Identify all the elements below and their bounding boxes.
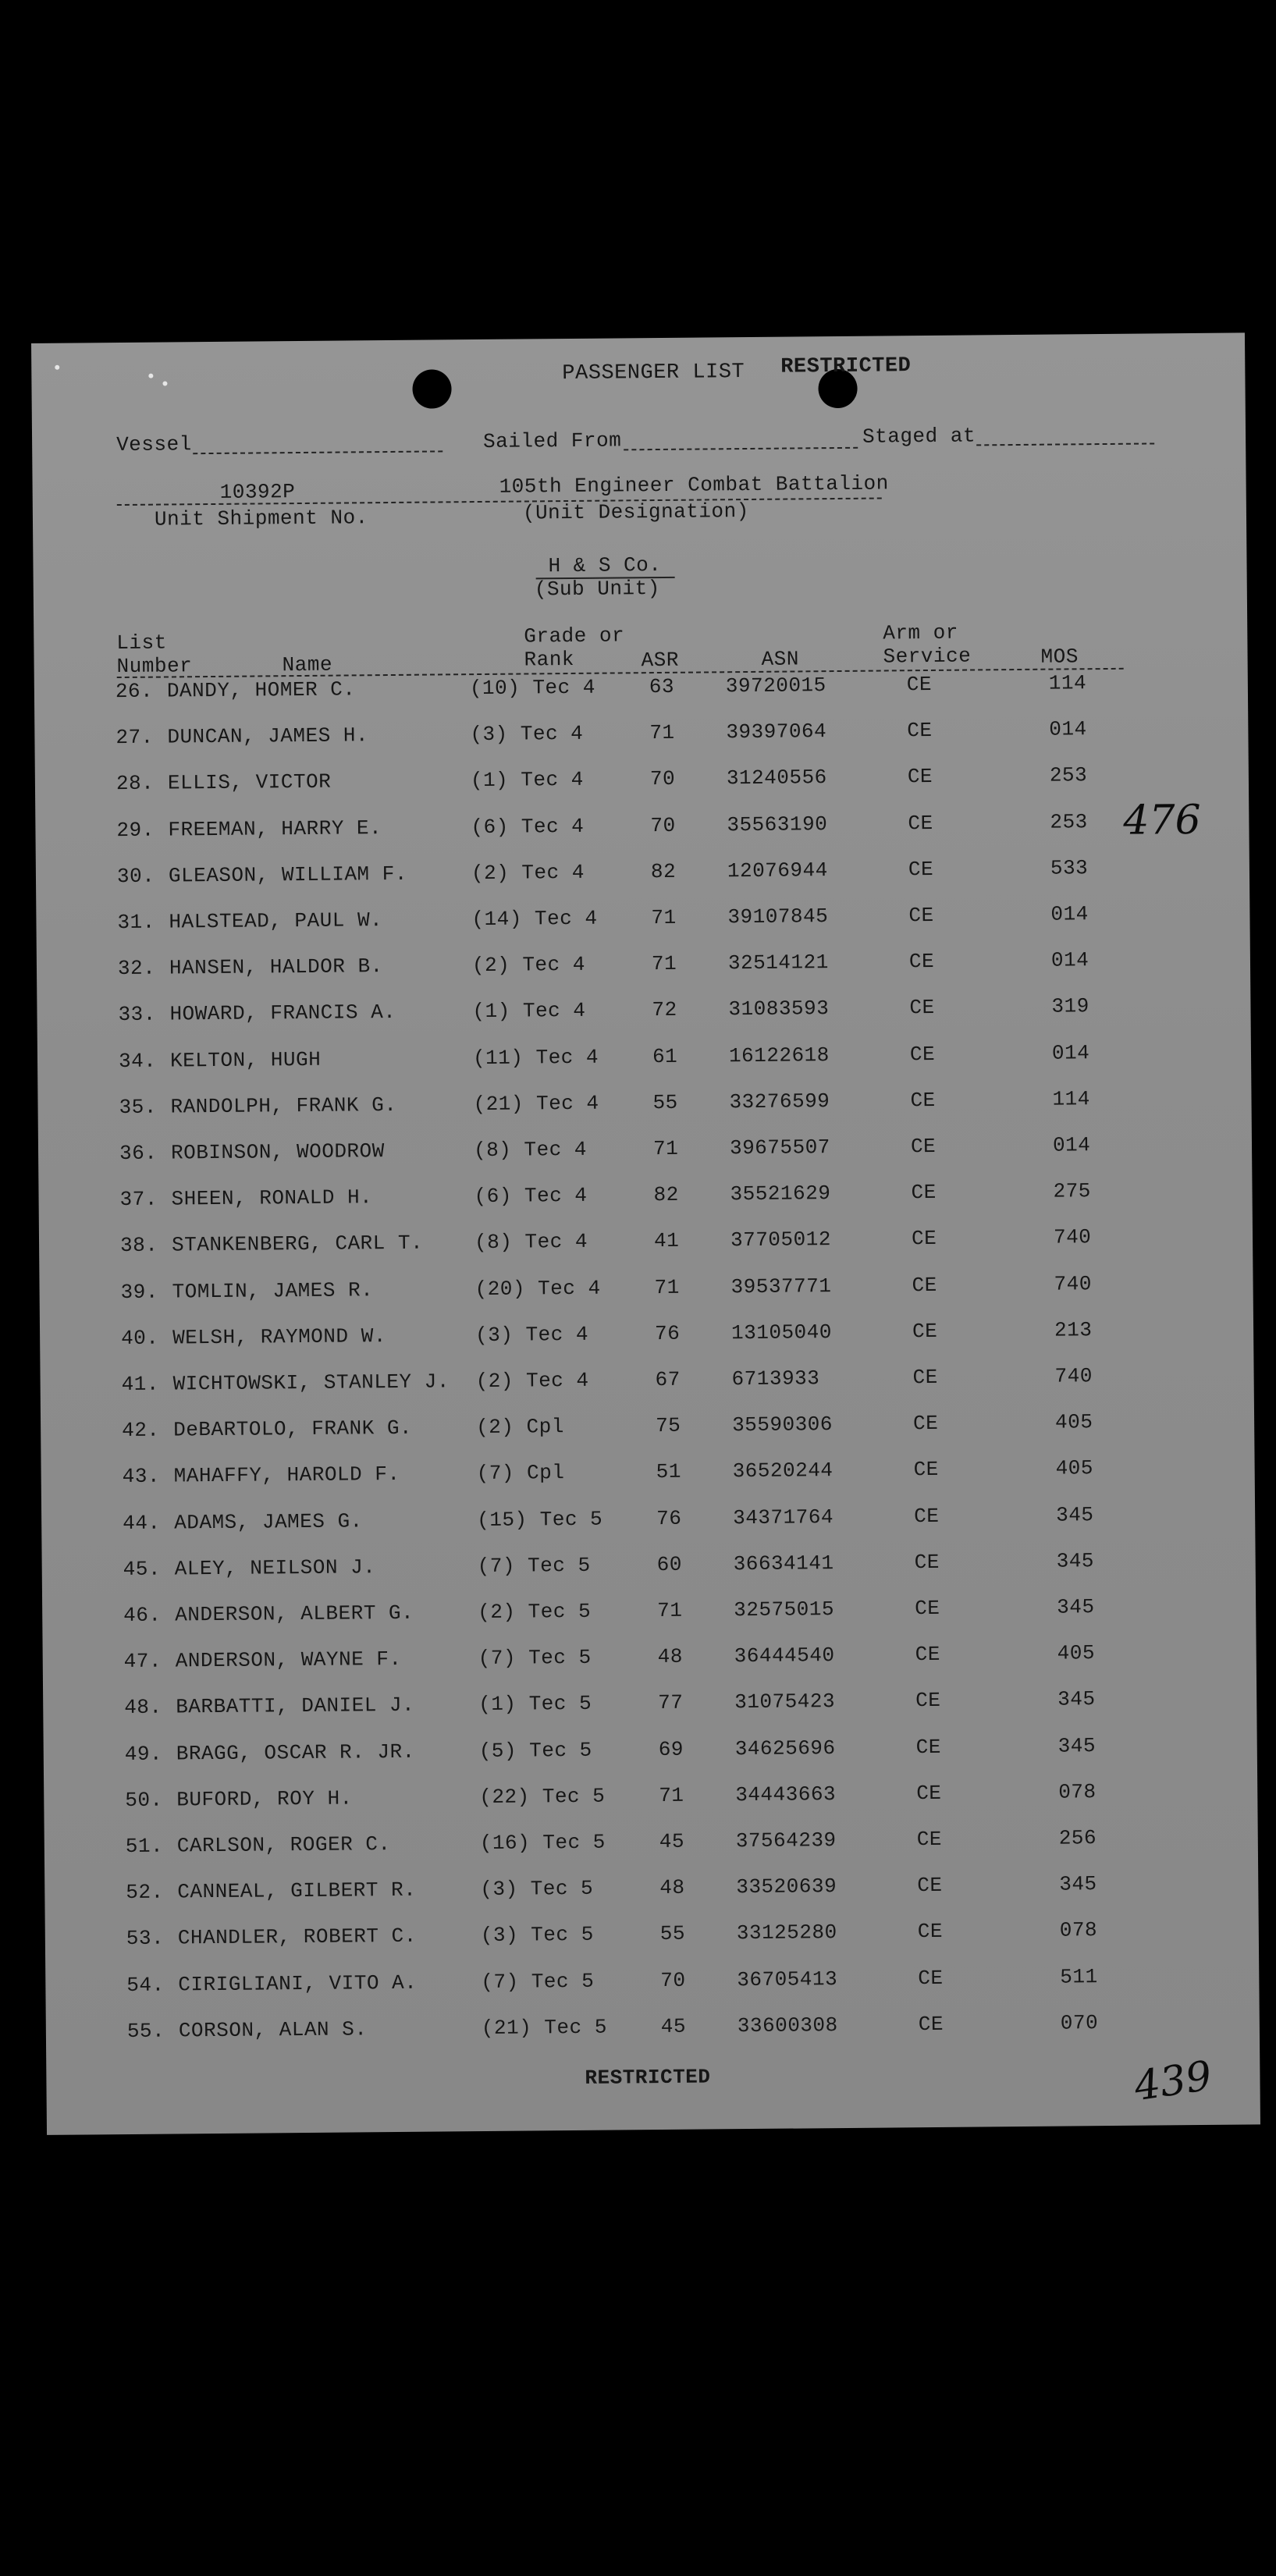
row-asn: 36705413 [737,1967,838,1992]
row-arm: CE [910,1134,937,1159]
col-mos: MOS [1040,645,1079,669]
row-name: TOMLIN, JAMES R. [172,1277,374,1304]
row-arm: CE [913,1458,939,1482]
row-number: 26. [115,679,154,704]
paper-speck [148,374,153,378]
row-mos: 740 [1053,1225,1092,1250]
row-asr: 61 [652,1044,678,1068]
row-grade: (7) Tec 5 [478,1645,592,1671]
row-arm: CE [912,1412,939,1436]
row-name: ELLIS, VICTOR [167,770,332,795]
row-arm: CE [911,1181,937,1205]
row-asr: 76 [654,1321,681,1345]
row-arm: CE [912,1319,938,1343]
row-grade: (16) Tec 5 [479,1830,606,1856]
col-name: Name [282,652,333,677]
row-grade: (14) Tec 4 [471,906,598,932]
row-asr: 55 [652,1090,678,1114]
row-arm: CE [917,1920,944,1944]
row-number: 34. [118,1049,157,1073]
row-mos: 114 [1052,1086,1090,1111]
row-name: DANDY, HOMER C. [166,677,356,703]
row-grade: (10) Tec 4 [469,675,596,701]
row-grade: (2) Tec 4 [475,1368,589,1394]
row-name: HOWARD, FRANCIS A. [169,1000,396,1026]
row-number: 35. [119,1095,157,1119]
row-name: CORSON, ALAN S. [178,2017,368,2043]
row-grade: (6) Tec 4 [471,814,585,839]
row-asr: 71 [651,905,677,930]
unit-shipment-label: Unit Shipment No. [154,506,368,531]
row-asr: 71 [649,721,675,745]
row-arm: CE [908,950,935,974]
handwritten-note: 476 [1123,796,1201,844]
row-arm: CE [916,1781,942,1805]
row-asn: 34371764 [733,1505,834,1530]
row-asr: 51 [656,1460,682,1484]
row-mos: 740 [1054,1364,1093,1388]
row-mos: 078 [1058,1779,1097,1804]
handwritten-page-number: 439 [1131,2052,1215,2111]
row-asr: 76 [656,1506,682,1530]
row-asn: 12076944 [727,858,828,883]
row-name: ALEY, NEILSON J. [174,1555,376,1581]
row-asr: 70 [650,813,676,837]
row-mos: 014 [1051,1040,1090,1065]
row-number: 46. [123,1603,162,1628]
row-grade: (1) Tec 4 [470,768,584,793]
row-arm: CE [915,1735,942,1759]
row-name: WICHTOWSKI, STANLEY J. [172,1370,450,1396]
header-classification: RESTRICTED [780,354,912,379]
row-arm: CE [917,1874,943,1898]
row-grade: (21) Tec 5 [481,2015,608,2040]
row-asn: 32575015 [734,1597,835,1622]
row-mos: 405 [1057,1641,1096,1665]
row-asn: 36444540 [734,1643,835,1668]
vessel-label: Vessel [116,432,192,457]
row-name: BRAGG, OSCAR R. JR. [176,1739,415,1766]
row-arm: CE [907,765,933,789]
row-number: 43. [122,1465,161,1489]
row-number: 28. [116,772,155,796]
row-grade: (22) Tec 5 [479,1784,606,1809]
row-asr: 71 [659,1783,684,1807]
row-arm: CE [906,672,933,697]
row-name: ANDERSON, ALBERT G. [175,1601,414,1627]
col-grade: Grade or Rank [524,624,625,672]
row-grade: (2) Tec 5 [478,1599,592,1625]
row-name: BARBATTI, DANIEL J. [176,1693,415,1719]
list-title: PASSENGER LIST [562,361,745,386]
row-asr: 71 [654,1275,680,1299]
row-asn: 32514121 [727,950,829,975]
row-grade: (1) Tec 5 [478,1692,592,1717]
row-name: ADAMS, JAMES G. [174,1508,363,1535]
row-name: CARLSON, ROGER C. [176,1832,391,1858]
row-mos: 253 [1050,809,1088,834]
row-asr: 71 [651,951,677,976]
row-grade: (20) Tec 4 [475,1276,601,1301]
row-arm: CE [907,719,933,743]
row-name: HANSEN, HALDOR B. [169,954,383,980]
row-arm: CE [915,1596,940,1621]
row-asr: 72 [652,998,677,1022]
row-number: 50. [125,1788,163,1812]
row-arm: CE [914,1504,940,1528]
row-name: BUFORD, ROY H. [176,1786,353,1812]
row-asn: 31240556 [726,766,827,791]
row-mos: 511 [1060,1964,1098,1989]
row-number: 42. [122,1418,160,1443]
row-asr: 71 [657,1598,683,1623]
row-mos: 213 [1054,1317,1093,1342]
row-name: WELSH, RAYMOND W. [172,1324,386,1350]
row-name: FREEMAN, HARRY E. [168,815,382,842]
row-number: 44. [123,1511,161,1535]
row-arm: CE [915,1643,941,1667]
row-number: 40. [120,1326,159,1350]
row-mos: 740 [1054,1271,1093,1296]
paper-speck [162,381,167,386]
row-arm: CE [908,903,934,928]
row-asr: 48 [657,1644,684,1669]
row-mos: 405 [1055,1456,1094,1480]
staged-at-label: Staged at [862,424,976,449]
row-asn: 31075423 [734,1690,836,1714]
row-asr: 82 [650,859,677,883]
row-mos: 014 [1052,1133,1091,1157]
row-grade: (3) Tec 4 [470,722,584,747]
col-asn: ASN [761,647,800,671]
row-asr: 75 [656,1413,681,1438]
row-arm: CE [912,1365,938,1390]
row-mos: 014 [1050,948,1089,972]
row-number: 37. [119,1187,158,1212]
row-asn: 35590306 [732,1412,833,1437]
row-number: 55. [126,2019,165,2043]
row-arm: CE [914,1550,940,1574]
row-name: STANKENBERG, CARL T. [171,1231,424,1257]
row-asr: 60 [656,1552,683,1576]
row-number: 53. [126,1926,165,1951]
row-grade: (2) Cpl [476,1415,564,1440]
col-asr: ASR [641,648,680,673]
row-grade: (2) Tec 4 [471,953,586,978]
row-mos: 345 [1056,1502,1094,1527]
staged-at-blank [976,442,1154,446]
row-grade: (3) Tec 4 [475,1322,589,1347]
unit-designation-label: (Unit Designation) [522,499,749,525]
row-number: 31. [117,910,155,935]
row-mos: 345 [1057,1733,1097,1758]
row-mos: 319 [1051,994,1089,1019]
row-grade: (15) Tec 5 [477,1507,603,1532]
row-asn: 36520244 [732,1459,833,1483]
punch-hole [412,369,451,408]
row-number: 30. [116,864,155,888]
row-grade: (8) Tec 4 [474,1230,588,1255]
row-number: 29. [116,818,155,842]
row-mos: 405 [1054,1410,1093,1434]
row-mos: 070 [1060,2010,1099,2035]
row-asr: 71 [652,1136,679,1161]
row-name: DUNCAN, JAMES H. [167,723,369,749]
row-mos: 114 [1048,671,1087,695]
row-name: GLEASON, WILLIAM F. [168,862,408,888]
col-arm-service: Arm or Service [883,620,972,669]
row-name: CANNEAL, GILBERT R. [177,1878,417,1904]
row-asr: 69 [658,1737,684,1761]
row-asr: 45 [660,2014,687,2038]
row-number: 41. [121,1372,160,1397]
row-grade: (11) Tec 4 [472,1045,599,1070]
row-asn: 39720015 [725,673,826,698]
row-asr: 70 [660,1968,686,1992]
row-asn: 39397064 [726,720,827,744]
row-arm: CE [916,1827,943,1852]
row-number: 39. [120,1280,159,1304]
row-asn: 33125280 [736,1920,837,1945]
row-name: SHEEN, RONALD H. [171,1185,373,1211]
row-arm: CE [918,1966,944,1990]
row-name: HALSTEAD, PAUL W. [169,908,383,934]
document-page [31,332,1260,2134]
row-asr: 48 [659,1875,685,1900]
row-name: RANDOLPH, FRANK G. [170,1093,397,1119]
row-number: 52. [126,1880,164,1905]
row-arm: CE [915,1689,941,1713]
row-asn: 35563190 [727,812,828,837]
row-mos: 014 [1050,902,1089,926]
row-asn: 34443663 [735,1782,837,1807]
table-row [46,2009,1260,2066]
row-arm: CE [909,996,935,1020]
row-asn: 34625696 [734,1736,836,1761]
row-asr: 67 [655,1367,681,1392]
row-asn: 36634141 [733,1551,834,1576]
vessel-blank [193,450,443,454]
row-arm: CE [911,1227,937,1251]
row-name: CIRIGLIANI, VITO A. [178,1970,418,1997]
row-grade: (2) Tec 4 [471,860,585,885]
row-grade: (7) Cpl [476,1461,565,1486]
row-asn: 39675507 [729,1135,830,1160]
row-asr: 77 [658,1691,684,1715]
row-name: ANDERSON, WAYNE F. [175,1647,402,1673]
row-grade: (8) Tec 4 [473,1137,588,1163]
row-grade: (5) Tec 5 [478,1738,592,1763]
row-mos: 345 [1059,1872,1097,1896]
row-arm: CE [908,811,933,835]
row-number: 36. [119,1141,158,1166]
unit-shipment-no: 10392P [219,480,296,504]
row-grade: (3) Tec 5 [480,1923,594,1948]
row-name: MAHAFFY, HAROLD F. [173,1462,400,1488]
sailed-from-blank [624,447,858,451]
row-asr: 41 [653,1229,680,1253]
row-grade: (21) Tec 4 [473,1091,599,1116]
row-asn: 39537771 [730,1274,832,1299]
row-number: 54. [126,1973,165,1997]
row-asn: 33520639 [736,1874,837,1899]
row-asr: 70 [649,767,676,791]
row-grade: (6) Tec 4 [474,1184,588,1209]
row-grade: (1) Tec 4 [472,999,586,1024]
row-mos: 078 [1059,1918,1098,1942]
row-grade: (3) Tec 5 [480,1876,594,1902]
row-asn: 13105040 [730,1320,833,1345]
row-mos: 345 [1057,1595,1095,1619]
row-asn: 6713933 [731,1366,820,1391]
row-number: 27. [116,725,154,750]
row-mos: 345 [1056,1548,1095,1573]
row-name: ROBINSON, WOODROW [170,1139,385,1165]
paper-speck [55,365,59,370]
row-mos: 345 [1057,1687,1096,1711]
row-asr: 82 [653,1182,679,1207]
sailed-from-label: Sailed From [482,428,622,453]
row-number: 32. [117,956,156,981]
row-asn: 31083593 [728,997,830,1022]
row-asn: 37705012 [730,1228,832,1252]
row-asn: 39107845 [727,904,829,929]
row-grade: (7) Tec 5 [477,1553,591,1578]
row-asr: 63 [649,674,675,699]
row-mos: 256 [1058,1826,1097,1850]
row-mos: 275 [1053,1179,1091,1203]
row-number: 47. [123,1649,162,1674]
row-name: CHANDLER, ROBERT C. [177,1924,417,1950]
row-arm: CE [909,1042,936,1066]
row-grade: (7) Tec 5 [481,1969,595,1994]
row-number: 33. [118,1003,156,1027]
sub-unit: H & S Co. [548,553,662,578]
footer-classification: RESTRICTED [585,2065,711,2090]
sub-unit-label: (Sub Unit) [534,576,660,602]
row-asn: 37564239 [735,1828,837,1853]
row-number: 38. [119,1234,158,1258]
row-asn: 16122618 [728,1043,830,1068]
row-number: 48. [124,1695,162,1720]
row-arm: CE [912,1273,937,1297]
row-asr: 45 [659,1829,685,1854]
row-mos: 014 [1049,717,1087,741]
row-name: DeBARTOLO, FRANK G. [173,1416,413,1442]
col-list-number: List Number [116,631,193,679]
row-arm: CE [910,1088,936,1113]
row-arm: CE [918,2012,944,2036]
row-name: KELTON, HUGH [169,1047,322,1073]
row-mos: 533 [1050,856,1089,880]
row-asn: 35521629 [730,1181,831,1206]
row-mos: 253 [1049,763,1088,788]
row-number: 51. [125,1834,164,1859]
row-asr: 55 [659,1922,686,1946]
unit-designation: 105th Engineer Combat Battalion [499,471,889,499]
row-arm: CE [908,857,934,882]
row-number: 49. [124,1742,163,1766]
row-asn: 33276599 [729,1089,830,1114]
row-asn: 33600308 [737,2013,838,2038]
row-number: 45. [123,1557,162,1581]
